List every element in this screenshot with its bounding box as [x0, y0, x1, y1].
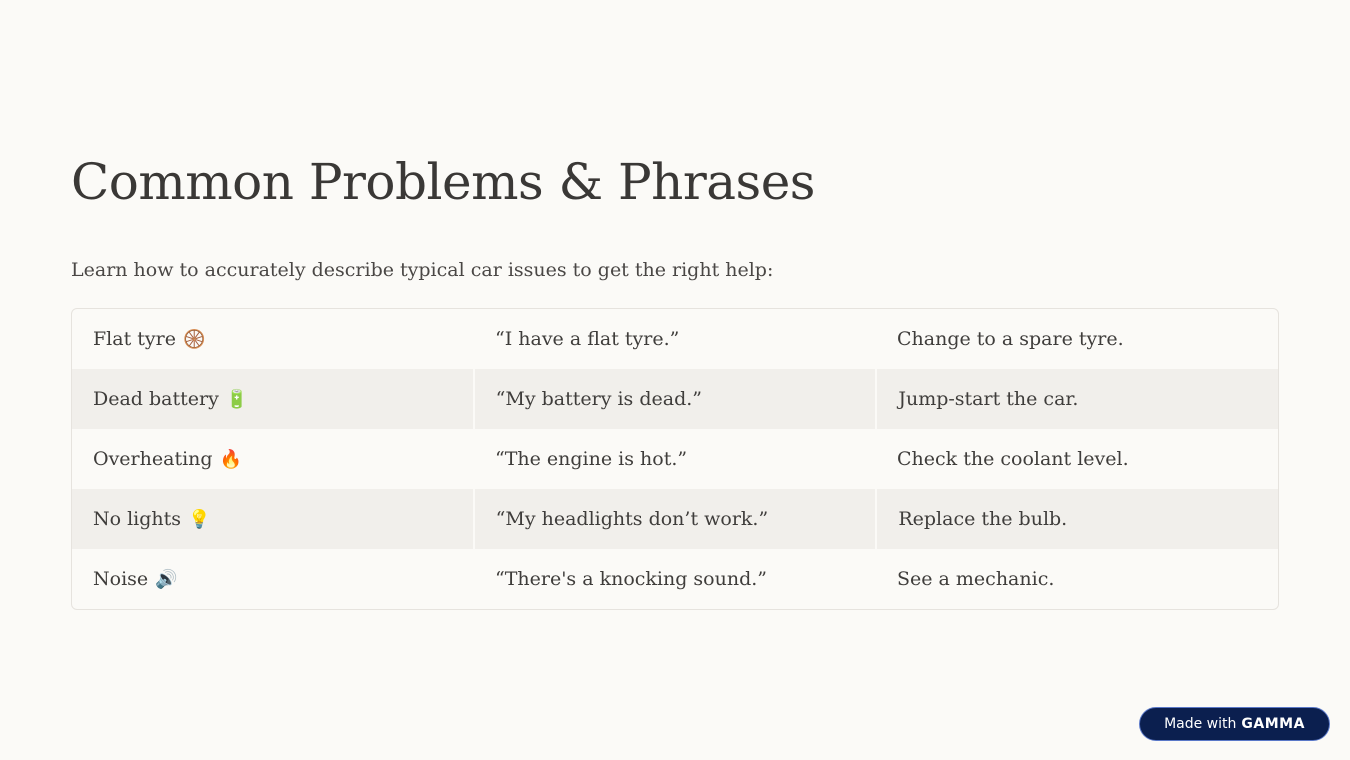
- gamma-logo: GAMMA: [1241, 716, 1305, 732]
- problem-label: Noise: [93, 568, 149, 590]
- table-row: [72, 489, 1278, 549]
- fire-icon: 🔥: [219, 448, 242, 470]
- problem-label: No lights: [93, 508, 182, 530]
- table-row: [72, 369, 1278, 429]
- solution-cell: See a mechanic.: [897, 568, 1055, 590]
- lightbulb-icon: 💡: [188, 508, 211, 530]
- battery-icon: 🔋: [225, 388, 249, 410]
- solution-cell: Replace the bulb.: [875, 489, 1278, 549]
- table-row: [72, 549, 1278, 609]
- made-with-gamma-badge[interactable]: [1139, 707, 1330, 741]
- speaker-icon: 🔊: [155, 568, 178, 590]
- phrase-cell: “My headlights don’t work.”: [473, 489, 876, 549]
- problems-table: [71, 308, 1279, 610]
- page-subtitle: Learn how to accurately describe typical car issues to get the right help:: [71, 259, 774, 281]
- problem-label: Dead battery: [93, 388, 219, 410]
- table-row: [72, 309, 1278, 369]
- problem-label: Flat tyre: [93, 328, 176, 350]
- problem-cell: [72, 549, 474, 609]
- solution-cell: Jump-start the car.: [875, 369, 1278, 429]
- table-row: [72, 429, 1278, 489]
- solution-cell: Change to a spare tyre.: [897, 328, 1124, 350]
- problem-cell: [72, 489, 473, 549]
- phrase-cell: “The engine is hot.”: [495, 448, 688, 470]
- page-title: Common Problems & Phrases: [71, 153, 815, 211]
- problem-label: Overheating: [93, 448, 213, 470]
- phrase-cell: “My battery is dead.”: [473, 369, 876, 429]
- problem-cell: [72, 429, 474, 489]
- problem-cell: [72, 309, 474, 369]
- phrase-cell: “I have a flat tyre.”: [495, 328, 680, 350]
- phrase-cell: “There's a knocking sound.”: [495, 568, 768, 590]
- solution-cell: Check the coolant level.: [897, 448, 1129, 470]
- problem-cell: [72, 369, 473, 429]
- badge-made-with-text: Made with: [1164, 716, 1237, 732]
- tyre-icon: 🛞: [182, 328, 206, 350]
